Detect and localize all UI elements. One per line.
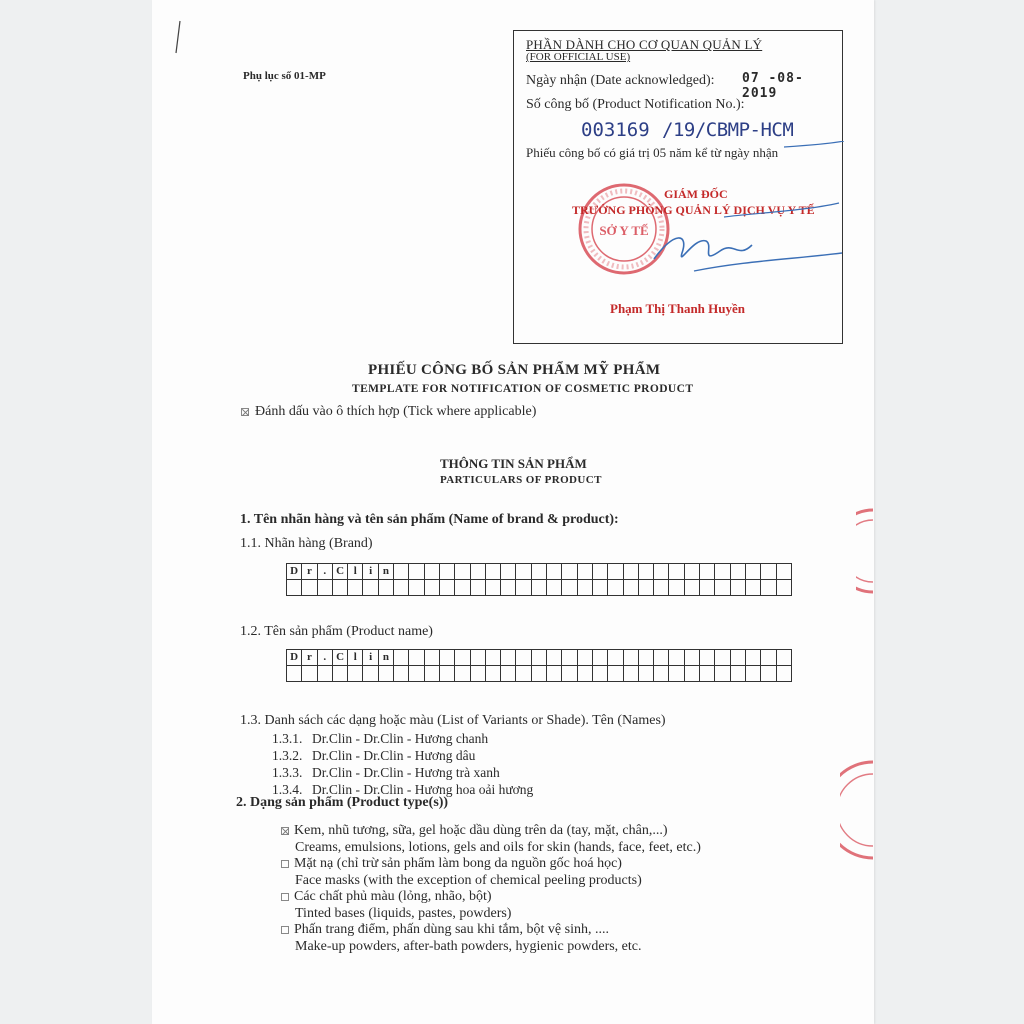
grid-cell [638,666,653,682]
grid-cell [317,666,332,682]
grid-cell [761,580,776,596]
grid-cell [485,580,500,596]
grid-cell [409,580,424,596]
grid-cell [608,580,623,596]
grid-cell [424,580,439,596]
date-acknowledged-value: 07 -08- 2019 [742,71,804,101]
grid-cell [623,580,638,596]
product-type-vi: Các chất phủ màu (lỏng, nhão, bột) [294,889,492,904]
variant-number: 1.3.1. [272,731,303,746]
grid-cell [562,650,577,666]
grid-cell [363,580,378,596]
grid-cell [745,666,760,682]
grid-cell [531,666,546,682]
grid-cell [424,564,439,580]
grid-cell [638,564,653,580]
grid-cell [348,580,363,596]
grid-cell [516,650,531,666]
grid-cell [669,580,684,596]
grid-cell [302,666,317,682]
product-type-item [281,889,701,922]
grid-cell [745,564,760,580]
grid-cell [592,650,607,666]
tick-note-text: Đánh dấu vào ô thích hợp (Tick where applicable) [255,404,537,419]
grid-cell: l [348,564,363,580]
grid-cell [608,650,623,666]
grid-cell [348,666,363,682]
grid-cell [470,650,485,666]
grid-cell: r [302,650,317,666]
question-1-3: 1.3. Danh sách các dạng hoặc màu (List of Variants or Shade). Tên (Names) [240,713,666,728]
grid-cell [455,564,470,580]
grid-cell: C [332,564,347,580]
grid-cell: i [363,650,378,666]
question-2: 2. Dạng sản phẩm (Product type(s)) [236,795,449,810]
date-acknowledged-label: Ngày nhận (Date acknowledged): [526,73,715,88]
grid-cell [669,564,684,580]
grid-cell [501,580,516,596]
grid-cell [287,666,302,682]
stamp-text: SỞ Y TẾ [599,223,649,238]
grid-cell [715,564,730,580]
grid-cell [531,564,546,580]
product-type-en: Creams, emulsions, lotions, gels and oils for skin (hands, face, feet, etc.) [295,839,701,855]
grid-cell [409,564,424,580]
variant-name: Dr.Clin - Dr.Clin - Hương dâu [312,748,476,763]
product-type-checkbox[interactable] [281,860,289,868]
grid-cell [394,564,409,580]
grid-cell [439,666,454,682]
grid-cell [531,650,546,666]
signer-name: Phạm Thị Thanh Huyền [610,301,745,316]
product-type-item [281,823,701,856]
checkbox-icon [241,408,249,416]
tick-note [241,404,536,420]
grid-cell [394,580,409,596]
grid-cell: l [348,650,363,666]
variant-number: 1.3.2. [272,748,303,763]
grid-cell [501,564,516,580]
signature [634,141,844,301]
product-type-vi: Kem, nhũ tương, sữa, gel hoặc dầu dùng trên da (tay, mặt, chân,...) [294,823,668,838]
grid-cell: r [302,564,317,580]
grid-cell [761,650,776,666]
variant-name: Dr.Clin - Dr.Clin - Hương trà xanh [312,765,500,780]
official-use-title: PHẦN DÀNH CHO CƠ QUAN QUẢN LÝ [526,37,763,52]
grid-row [287,650,792,666]
grid-cell [302,580,317,596]
variant-item [272,747,533,764]
grid-cell [776,650,791,666]
grid-cell [531,580,546,596]
product-type-list [281,823,701,955]
grid-cell [776,564,791,580]
grid-cell [730,650,745,666]
grid-row [287,666,792,682]
grid-cell [455,666,470,682]
grid-cell [623,564,638,580]
grid-cell [654,580,669,596]
grid-cell [439,650,454,666]
grid-cell [485,564,500,580]
grid-cell [470,580,485,596]
product-type-checkbox[interactable] [281,827,289,835]
grid-cell [547,666,562,682]
grid-cell [638,580,653,596]
grid-cell [700,650,715,666]
product-type-en: Make-up powders, after-bath powders, hygienic powders, etc. [295,938,642,954]
grid-cell [547,564,562,580]
question-1: 1. Tên nhãn hàng và tên sản phẩm (Name of brand & product): [240,512,619,527]
product-type-en: Face masks (with the exception of chemical peeling products) [295,872,642,888]
grid-cell [638,650,653,666]
notification-number: 003169 [581,119,650,141]
grid-row [287,580,792,596]
brand-grid [286,563,792,596]
grid-cell [730,666,745,682]
variant-name: Dr.Clin - Dr.Clin - Hương chanh [312,731,489,746]
grid-cell [684,564,699,580]
grid-cell [577,580,592,596]
grid-cell [501,666,516,682]
grid-cell [577,666,592,682]
grid-cell [700,580,715,596]
grid-cell [562,564,577,580]
notification-number-suffix: /19/CBMP-HCM [662,119,794,141]
question-1-1: 1.1. Nhãn hàng (Brand) [240,536,373,551]
grid-cell [654,564,669,580]
document-title: PHIẾU CÔNG BỐ SẢN PHẨM MỸ PHẨM [368,362,661,378]
grid-cell [592,666,607,682]
grid-cell [409,650,424,666]
grid-cell [455,650,470,666]
grid-cell [623,666,638,682]
official-use-box [513,30,843,344]
grid-cell [745,650,760,666]
grid-cell [485,650,500,666]
grid-cell [730,564,745,580]
product-type-item [281,856,701,889]
variant-list [272,730,533,798]
grid-cell [715,650,730,666]
grid-cell [608,666,623,682]
grid-cell [730,580,745,596]
grid-cell [715,580,730,596]
pencil-mark [174,20,182,54]
product-type-checkbox[interactable] [281,926,289,934]
grid-cell [394,666,409,682]
grid-cell [654,650,669,666]
grid-cell [547,580,562,596]
grid-cell: D [287,564,302,580]
grid-cell [608,564,623,580]
grid-cell [654,666,669,682]
grid-cell [363,666,378,682]
validity-note: Phiếu công bố có giá trị 05 năm kể từ ngày nhận [526,145,779,160]
grid-cell [424,666,439,682]
grid-cell [317,580,332,596]
grid-cell [577,650,592,666]
grid-cell: i [363,564,378,580]
grid-cell: n [378,564,393,580]
grid-cell [562,580,577,596]
grid-cell [439,580,454,596]
product-type-vi: Phấn trang điểm, phấn dùng sau khi tắm, bột vệ sinh, .... [294,922,609,937]
product-name-grid [286,649,792,682]
grid-cell [455,580,470,596]
grid-cell [684,580,699,596]
edge-stamp-top [856,508,874,594]
grid-cell [700,564,715,580]
grid-cell: . [317,564,332,580]
grid-cell [516,580,531,596]
grid-cell [501,650,516,666]
grid-cell [623,650,638,666]
grid-cell [562,666,577,682]
grid-cell [332,666,347,682]
grid-cell [394,650,409,666]
grid-cell [378,666,393,682]
grid-cell [577,564,592,580]
office-title: TRƯỞNG PHÒNG QUẢN LÝ DỊCH VỤ Y TẾ [572,203,815,217]
grid-cell [439,564,454,580]
grid-cell [669,650,684,666]
variant-name: Dr.Clin - Dr.Clin - Hương hoa oải hương [312,782,534,797]
grid-cell [776,666,791,682]
product-type-vi: Mặt nạ (chỉ trừ sản phẩm làm bong da nguồn gốc hoá học) [294,856,622,871]
grid-cell [516,666,531,682]
grid-cell [669,666,684,682]
section-title: THÔNG TIN SẢN PHẨM [440,456,587,471]
grid-cell [470,564,485,580]
official-use-subtitle: (FOR OFFICIAL USE) [526,51,631,63]
grid-cell [287,580,302,596]
product-type-item [281,922,701,955]
document-subtitle: TEMPLATE FOR NOTIFICATION OF COSMETIC PRODUCT [352,383,694,395]
grid-cell [776,580,791,596]
grid-cell [485,666,500,682]
grid-cell [745,580,760,596]
grid-cell: . [317,650,332,666]
question-1-2: 1.2. Tên sản phẩm (Product name) [240,624,433,639]
grid-cell [761,564,776,580]
grid-cell: n [378,650,393,666]
variant-item [272,764,533,781]
grid-cell [684,666,699,682]
grid-cell [700,666,715,682]
grid-cell [332,580,347,596]
grid-cell [409,666,424,682]
grid-cell [424,650,439,666]
grid-cell [516,564,531,580]
variant-number: 1.3.4. [272,782,303,797]
grid-row [287,564,792,580]
grid-cell [684,650,699,666]
grid-cell [470,666,485,682]
grid-cell [592,580,607,596]
product-type-en: Tinted bases (liquids, pastes, powders) [295,905,512,921]
grid-cell: C [332,650,347,666]
grid-cell [761,666,776,682]
appendix-label: Phụ lục số 01-MP [243,70,326,82]
grid-cell: D [287,650,302,666]
variant-number: 1.3.3. [272,765,303,780]
grid-cell [592,564,607,580]
grid-cell [715,666,730,682]
notification-number-label: Số công bố (Product Notification No.): [526,97,745,112]
product-type-checkbox[interactable] [281,893,289,901]
section-subtitle: PARTICULARS OF PRODUCT [440,474,602,486]
edge-stamp-bottom [840,760,874,860]
variant-item [272,730,533,747]
director-title: GIÁM ĐỐC [664,187,728,201]
grid-cell [547,650,562,666]
grid-cell [378,580,393,596]
